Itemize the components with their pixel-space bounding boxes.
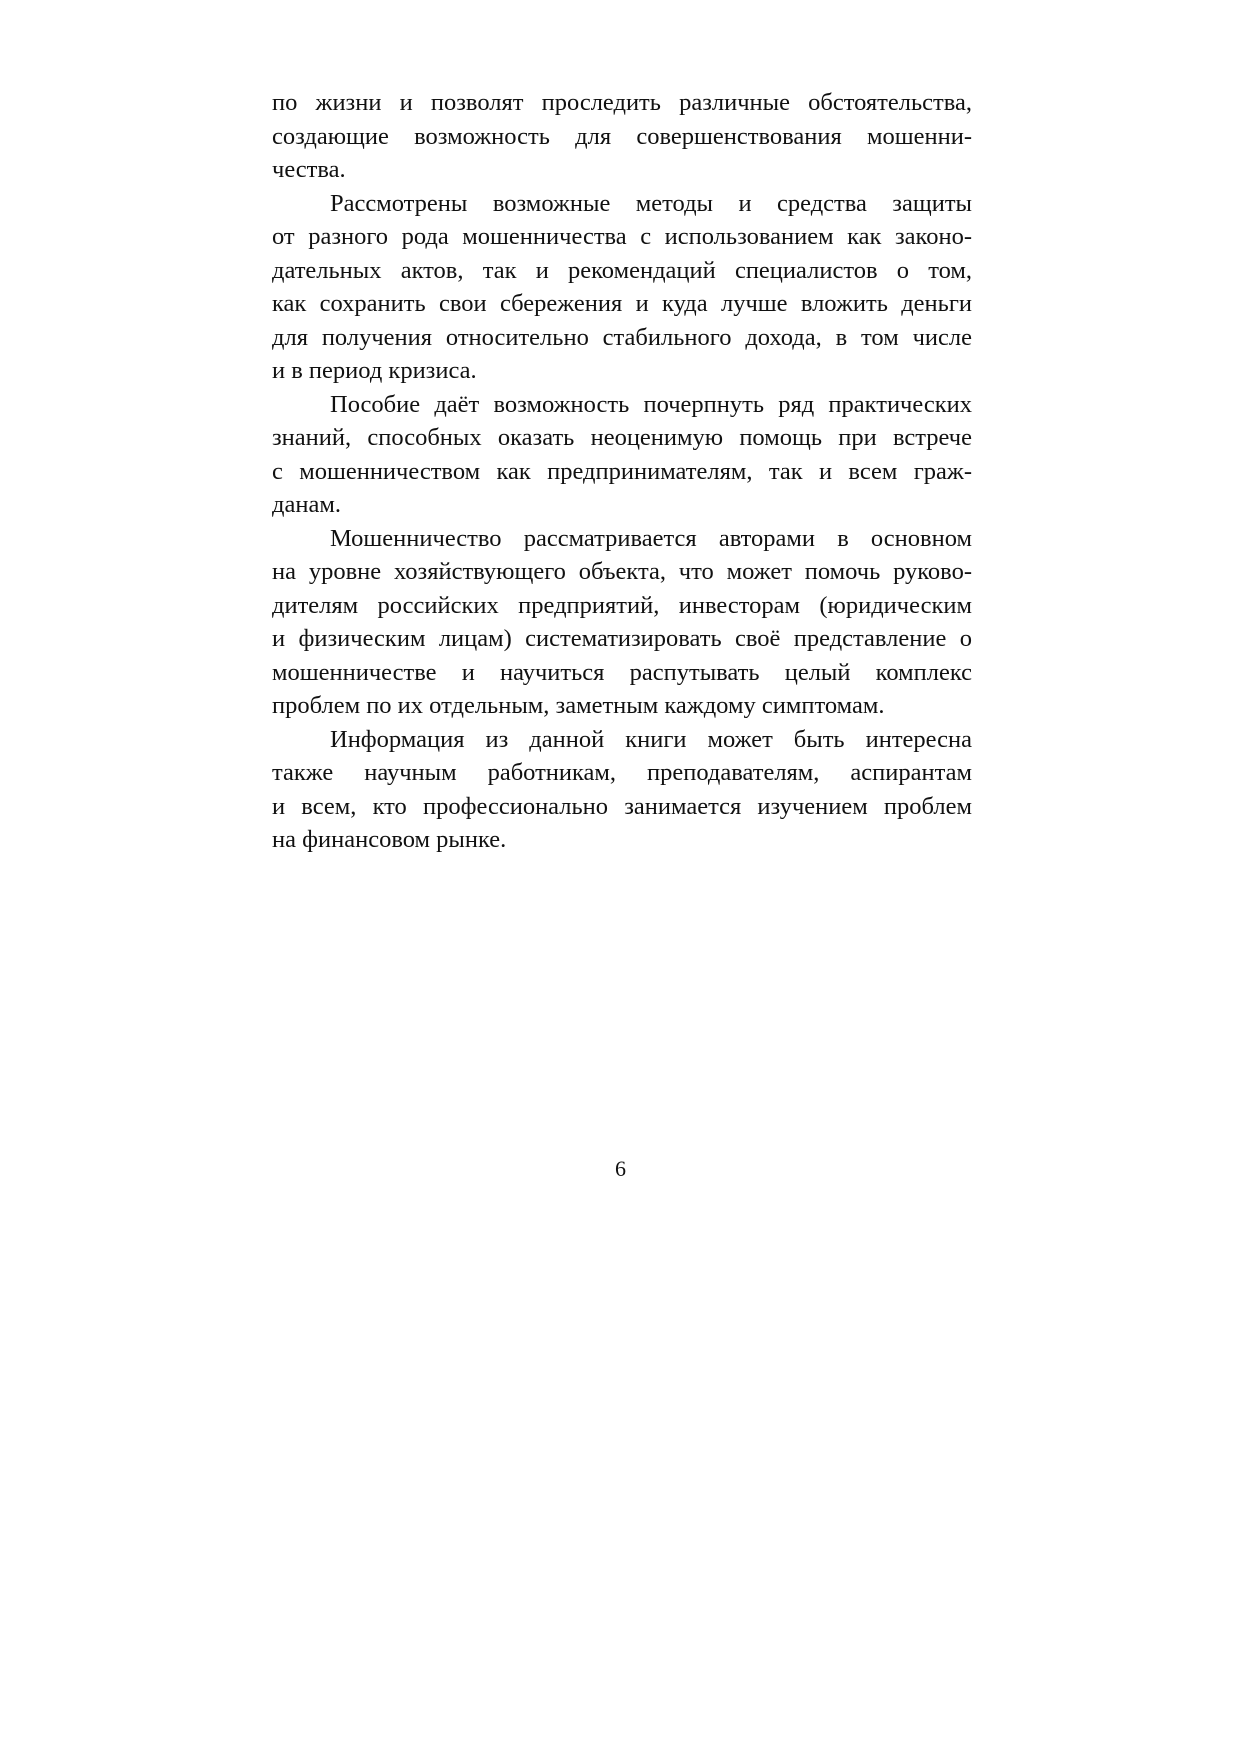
text-line: проблем по их отдельным, заметным каждому симптомам. [272,692,885,719]
paragraph-2 [272,187,972,388]
text-line: Пособие даёт возможность почерпнуть ряд практических [330,390,972,418]
text-line: также научным работникам, преподавателям, аспирантам [272,759,972,786]
text-line: Рассмотрены возможные методы и средства защиты [330,189,972,217]
body-text [272,86,972,857]
text-line: создающие возможность для совершенствования мошенни- [272,122,972,150]
paragraph-4 [272,522,972,723]
paragraph-3 [272,388,972,522]
text-line: и всем, кто профессионально занимается изучением проблем [272,792,972,820]
text-line: на уровне хозяйствующего объекта, что может помочь руково- [272,558,972,585]
text-line: мошенничестве и научиться распутывать целый комплекс [272,658,972,686]
text-line: для получения относительно стабильного дохода, в том числе [272,323,972,351]
paragraph-5 [272,723,972,857]
text-line: по жизни и позволят проследить различные обстоятельства, [272,89,972,116]
text-line: на финансовом рынке. [272,826,507,853]
text-line: чества. [272,156,346,183]
text-line: как сохранить свои сбережения и куда лучше вложить деньги [272,290,972,317]
text-line: и физическим лицам) систематизировать своё представление о [272,625,972,652]
text-line: дательных актов, так и рекомендаций специалистов о том, [272,256,972,284]
text-line: от разного рода мошенничества с использованием как законо- [272,223,972,250]
text-line: дителям российских предприятий, инвесторам (юридическим [272,591,972,619]
text-line: Информация из данной книги может быть интересна [330,725,972,753]
text-line: с мошенничеством как предпринимателям, так и всем граж- [272,457,972,485]
text-line: и в период кризиса. [272,357,477,384]
page-number: 6 [615,1156,626,1181]
text-line: Мошенничество рассматривается авторами в основном [330,524,972,552]
text-line: данам. [272,491,341,518]
text-line: знаний, способных оказать неоценимую помощь при встрече [272,424,972,451]
paragraph-1 [272,86,972,187]
